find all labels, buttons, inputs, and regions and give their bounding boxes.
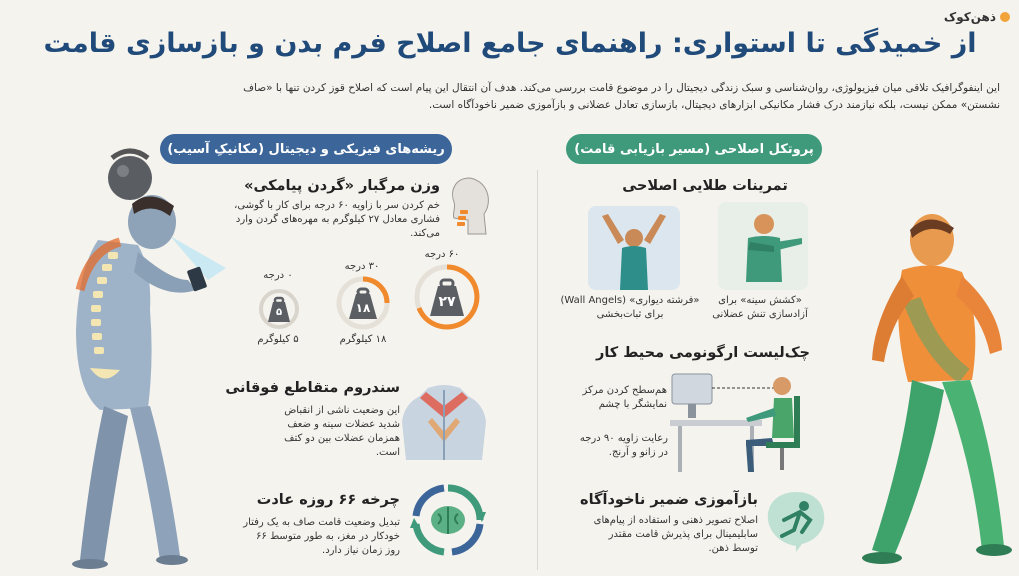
subconscious-text: اصلاح تصویر ذهنی و استفاده از پیام‌های سابلیمینال برای پذیرش قامت مقتدر توسط ذهن. bbox=[593, 515, 758, 554]
left-section-header: ریشه‌های فیزیکی و دیجیتال (مکانیکِ آسیب) bbox=[160, 134, 452, 164]
brand-name: ذهن‌کوک bbox=[943, 10, 996, 24]
hunched-man-figure bbox=[20, 140, 235, 570]
back-muscles-icon bbox=[398, 382, 490, 462]
gauge-30-weight: ۱۸ bbox=[355, 301, 371, 315]
workstation-figure bbox=[670, 368, 820, 478]
mind-runner-icon bbox=[762, 490, 830, 552]
angle-label-0: ۰ درجه bbox=[263, 270, 293, 281]
intro-line-2: نشستن» ممکن نیست، بلکه نیازمند درک فشار مکانیکی ابزارهای دیجیتال، بازسازی تعادل عضلانی و بازآموزی ضمیر ناخودآگاه است. bbox=[428, 99, 1000, 111]
gauge-30-unit: ۱۸ کیلوگرم bbox=[339, 334, 387, 345]
brand-dot-icon bbox=[1000, 12, 1010, 22]
crossed-syndrome-title: سندروم متقاطع فوقانی bbox=[225, 380, 400, 396]
wall-angels-figure bbox=[588, 206, 680, 290]
wall-angels-caption: «فرشته دیواری» (Wall Angels) برای ثبات‌بخشی bbox=[560, 295, 700, 320]
intro-paragraph bbox=[150, 80, 1000, 120]
ergonomics-item-1: هم‌سطح کردن مرکز نمایشگر با چشم bbox=[582, 385, 667, 410]
kettlebell-icon bbox=[108, 151, 152, 200]
subconscious-title: بازآموزی ضمیر ناخودآگاه bbox=[580, 492, 758, 508]
text-neck-title: وزن مرگبار «گردن پیامکی» bbox=[244, 178, 440, 194]
angle-label-30: ۳۰ درجه bbox=[344, 261, 380, 272]
gauge-0-weight: ۵ bbox=[275, 307, 283, 318]
gauge-30-degrees bbox=[336, 276, 390, 330]
habit-cycle-title: چرخه ۶۶ روزه عادت bbox=[256, 492, 400, 508]
ergonomics-title: چک‌لیست ارگونومی محیط کار bbox=[595, 345, 810, 361]
upright-man-figure bbox=[832, 200, 1017, 572]
crossed-syndrome-text: این وضعیت ناشی از انقباض شدید عضلات سینه و ضعف همزمان عضلات بین دو کتف است. bbox=[284, 405, 400, 458]
chest-stretch-caption: «کشش سینه» برای آزادسازی تنش عضلانی bbox=[712, 295, 808, 320]
brand-logo bbox=[918, 6, 1010, 28]
neck-spine-icon bbox=[446, 174, 494, 236]
text-neck-text: خم کردن سر با زاویه ۶۰ درجه برای کار با گوشی، فشاری معادل ۲۷ کیلوگرم به مهره‌های گردن وارد می‌کند. bbox=[234, 200, 440, 239]
gauge-60-weight: ۲۷ bbox=[438, 294, 456, 310]
right-section-header: پروتکل اصلاحی (مسیر بازیابی قامت) bbox=[566, 134, 822, 164]
gauge-0-unit: ۵ کیلوگرم bbox=[257, 334, 299, 345]
gauge-0-degrees bbox=[258, 288, 300, 330]
intro-line-1: این اینفوگرافیک تلاقی میان فیزیولوژی، روان‌شناسی و سبک زندگی دیجیتال را در موضوع قامت بررسی می‌کند. هدف آن انتقال این پیام است که اصلاح قوز کردن تنها با «صاف bbox=[243, 82, 1000, 94]
angle-label-60: ۶۰ درجه bbox=[424, 249, 460, 260]
exercises-title: تمرینات طلایی اصلاحی bbox=[622, 178, 788, 194]
gauge-60-degrees bbox=[414, 264, 480, 330]
brain-cycle-icon bbox=[410, 482, 486, 558]
ergonomics-item-2: رعایت زاویه ۹۰ درجه در زانو و آرنج. bbox=[579, 433, 668, 458]
page-title: از خمیدگی تا استواری: راهنمای جامع اصلاح فرم بدن و بازسازی قامت bbox=[43, 28, 977, 59]
chest-stretch-figure bbox=[718, 202, 808, 290]
center-divider bbox=[537, 170, 538, 570]
habit-cycle-text: تبدیل وضعیت قامت صاف به یک رفتار خودکار در مغز، به طور متوسط ۶۶ روز زمان نیاز دارد. bbox=[243, 517, 400, 556]
